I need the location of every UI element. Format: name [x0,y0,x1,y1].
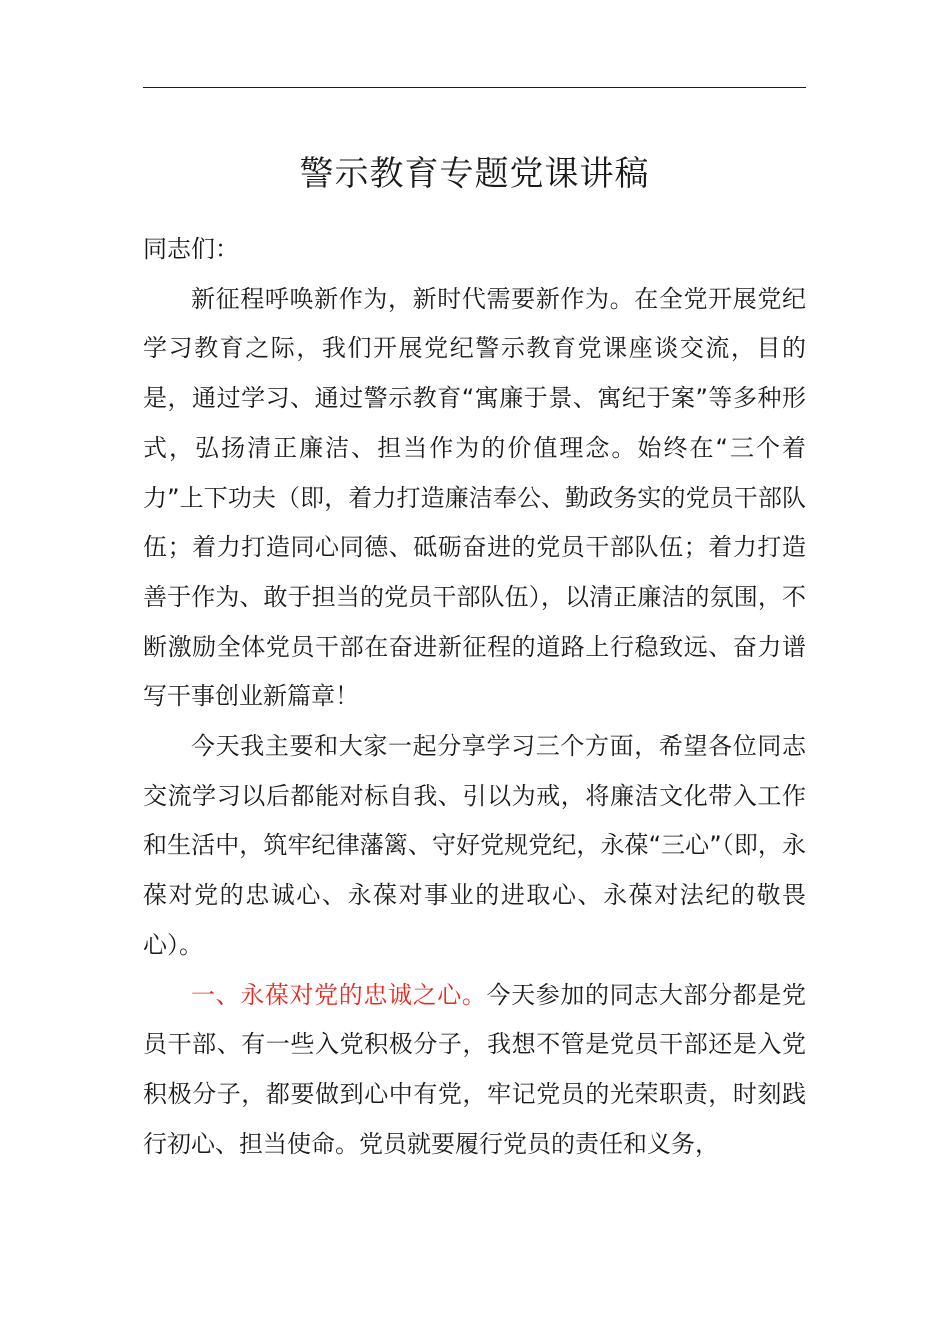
paragraph-overview: 今天我主要和大家一起分享学习三个方面，希望各位同志交流学习以后都能对标自我、引以为戒，将廉洁文化带入工作和生活中，筑牢纪律藩篱、守好党规党纪，永葆“三心”（即，永葆对党的忠诚心、永葆对事业的进取心、永葆对法纪的敬畏心）。 [143,732,806,959]
salutation: 同志们： [143,235,239,263]
section-one-text: 今天参加的同志大部分都是党员干部、有一些入党积极分子，我想不管是党员干部还是入党积极分子，都要做到心中有党，牢记党员的光荣职责，时刻践行初心、担当使命。党员就要履行党员的责任和义务， [143,980,806,1158]
document-body [143,225,806,1169]
document-title: 警示教育专题党课讲稿 [299,154,650,194]
header-rule [143,87,806,88]
paragraph-intro: 新征程呼唤新作为，新时代需要新作为。在全党开展党纪学习教育之际，我们开展党纪警示教育党课座谈交流，目的是，通过学习、通过警示教育“寓廉于景、寓纪于案”等多种形式，弘扬清正廉洁、担当作为的价值理念。始终在“三个着力”上下功夫（即，着力打造廉洁奉公、勤政务实的党员干部队伍；着力打造同心同德、砥砺奋进的党员干部队伍；着力打造善于作为、敢于担当的党员干部队伍），以清正廉洁的氛围，不断激励全体党员干部在奋进新征程的道路上行稳致远、奋力谱写干事创业新篇章！ [143,284,806,711]
section-one-heading: 一、永葆对党的忠诚之心。 [191,980,487,1009]
paragraph-section-one [143,971,806,1170]
